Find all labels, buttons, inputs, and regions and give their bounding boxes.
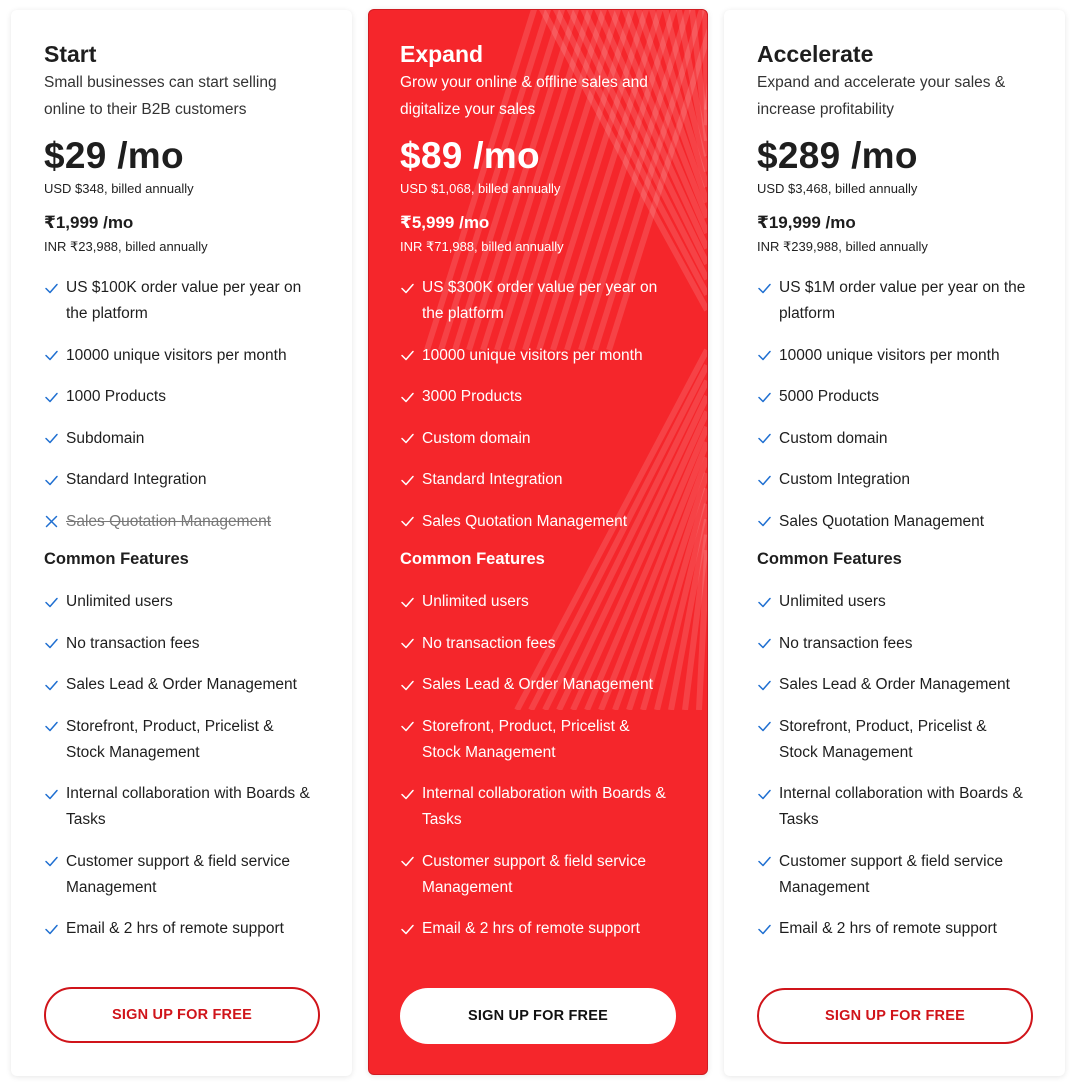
check-icon xyxy=(400,849,422,875)
check-icon xyxy=(757,781,779,807)
feature-text: 10000 unique visitors per month xyxy=(779,346,1000,364)
billed-usd: USD $3,468, billed annually xyxy=(757,181,918,196)
check-icon xyxy=(757,672,779,698)
feature-item xyxy=(44,509,319,535)
check-icon xyxy=(400,589,422,615)
feature-text: Customer support & field service Management xyxy=(422,852,646,896)
plan-name: Start xyxy=(44,41,97,67)
feature-item xyxy=(400,916,674,942)
feature-item xyxy=(757,849,1032,901)
common-features-title: Common Features xyxy=(757,550,902,568)
check-icon xyxy=(757,849,779,875)
check-icon xyxy=(757,467,779,493)
feature-item xyxy=(757,509,1032,535)
feature-text: Sales Lead & Order Management xyxy=(779,676,1010,693)
check-icon xyxy=(44,672,66,698)
plan-name: Expand xyxy=(400,41,484,67)
sign-up-button[interactable]: SIGN UP FOR FREE xyxy=(44,987,320,1043)
feature-item xyxy=(44,916,319,942)
common-feature-list xyxy=(757,589,1032,942)
check-icon xyxy=(44,467,66,493)
feature-text: 10000 unique visitors per month xyxy=(66,346,287,364)
feature-item xyxy=(44,589,319,615)
feature-item xyxy=(400,849,674,901)
cross-icon xyxy=(44,509,66,535)
feature-text: Unlimited users xyxy=(66,593,173,610)
price-usd: $89 /mo xyxy=(400,135,540,176)
feature-item xyxy=(44,849,319,901)
feature-text: Sales Lead & Order Management xyxy=(66,676,297,693)
check-icon xyxy=(44,849,66,875)
feature-item xyxy=(757,343,1032,369)
price-usd: $289 /mo xyxy=(757,135,918,176)
check-icon xyxy=(400,384,422,410)
feature-item xyxy=(400,589,674,615)
feature-text: Sales Quotation Management xyxy=(66,512,272,530)
price-inr: ₹5,999 /mo xyxy=(400,213,490,232)
billed-inr: INR ₹239,988, billed annually xyxy=(757,239,928,254)
feature-text: US $1M order value per year on the platform xyxy=(779,279,1026,322)
feature-text: Sales Quotation Management xyxy=(779,512,985,530)
feature-item xyxy=(400,275,674,327)
feature-item xyxy=(757,589,1032,615)
feature-item xyxy=(757,714,1032,766)
feature-item xyxy=(757,631,1032,657)
feature-item xyxy=(400,781,674,833)
feature-item xyxy=(44,467,319,493)
feature-text: Custom domain xyxy=(779,429,888,447)
feature-text: Sales Quotation Management xyxy=(422,512,628,530)
feature-text: Storefront, Product, Pricelist & Stock Management xyxy=(422,717,630,761)
feature-item xyxy=(757,426,1032,452)
common-feature-list xyxy=(44,589,319,942)
pricing-card-expand xyxy=(368,9,708,1075)
feature-text: Subdomain xyxy=(66,429,145,447)
plan-name: Accelerate xyxy=(757,41,874,67)
feature-item xyxy=(757,672,1032,698)
feature-item xyxy=(400,714,674,766)
billed-usd: USD $348, billed annually xyxy=(44,181,194,196)
feature-text: US $300K order value per year on the platform xyxy=(422,279,658,322)
feature-text: 5000 Products xyxy=(779,388,879,405)
feature-text: Standard Integration xyxy=(66,471,207,488)
check-icon xyxy=(44,589,66,615)
feature-list xyxy=(44,275,319,535)
feature-text: 3000 Products xyxy=(422,388,522,405)
stripe-line xyxy=(685,10,707,710)
feature-text: Email & 2 hrs of remote support xyxy=(779,920,997,937)
common-features-title: Common Features xyxy=(400,550,545,568)
plan-description: Small businesses can start selling online to their B2B customers xyxy=(44,74,277,118)
feature-item xyxy=(757,467,1032,493)
feature-item xyxy=(400,509,674,535)
check-icon xyxy=(44,384,66,410)
feature-item xyxy=(44,384,319,410)
feature-text: Unlimited users xyxy=(779,593,886,610)
feature-text: Storefront, Product, Pricelist & Stock Management xyxy=(66,717,274,761)
common-feature-list xyxy=(400,589,674,942)
feature-text: Unlimited users xyxy=(422,593,529,610)
feature-item xyxy=(44,343,319,369)
check-icon xyxy=(757,916,779,942)
feature-text: No transaction fees xyxy=(779,634,913,652)
feature-item xyxy=(757,384,1032,410)
check-icon xyxy=(400,275,422,301)
price-usd: $29 /mo xyxy=(44,135,184,176)
sign-up-button[interactable]: SIGN UP FOR FREE xyxy=(757,988,1033,1044)
check-icon xyxy=(400,426,422,452)
feature-text: No transaction fees xyxy=(422,634,556,652)
feature-item xyxy=(400,467,674,493)
feature-item xyxy=(757,781,1032,833)
check-icon xyxy=(44,275,66,301)
feature-text: Custom domain xyxy=(422,429,531,447)
feature-text: 10000 unique visitors per month xyxy=(422,346,643,364)
feature-text: Internal collaboration with Boards & Tasks xyxy=(422,785,666,828)
check-icon xyxy=(757,714,779,740)
price-inr: ₹1,999 /mo xyxy=(44,213,134,232)
feature-text: Storefront, Product, Pricelist & Stock Management xyxy=(779,717,987,761)
feature-item xyxy=(44,781,319,833)
feature-item xyxy=(757,275,1032,327)
check-icon xyxy=(757,384,779,410)
feature-text: Standard Integration xyxy=(422,471,563,488)
feature-text: Internal collaboration with Boards & Tasks xyxy=(779,785,1023,828)
check-icon xyxy=(400,714,422,740)
feature-item xyxy=(44,672,319,698)
stripe-line xyxy=(671,10,707,710)
check-icon xyxy=(757,631,779,657)
feature-text: Custom Integration xyxy=(779,471,910,488)
check-icon xyxy=(757,426,779,452)
feature-item xyxy=(44,714,319,766)
check-icon xyxy=(400,781,422,807)
check-icon xyxy=(400,509,422,535)
feature-item xyxy=(757,916,1032,942)
check-icon xyxy=(44,781,66,807)
stripe-line xyxy=(699,10,707,710)
price-inr: ₹19,999 /mo xyxy=(757,213,856,232)
feature-item xyxy=(400,672,674,698)
feature-item xyxy=(44,631,319,657)
feature-list xyxy=(757,275,1032,535)
check-icon xyxy=(44,631,66,657)
feature-text: Customer support & field service Management xyxy=(779,852,1003,896)
check-icon xyxy=(757,509,779,535)
billed-usd: USD $1,068, billed annually xyxy=(400,181,561,196)
plan-description: Expand and accelerate your sales & increase profitability xyxy=(757,74,1006,118)
sign-up-button[interactable]: SIGN UP FOR FREE xyxy=(400,988,676,1044)
check-icon xyxy=(44,426,66,452)
check-icon xyxy=(757,275,779,301)
pricing-card-accelerate xyxy=(724,10,1065,1076)
check-icon xyxy=(757,343,779,369)
feature-text: Sales Lead & Order Management xyxy=(422,676,653,693)
plan-description: Grow your online & offline sales and digitalize your sales xyxy=(400,74,648,118)
check-icon xyxy=(400,343,422,369)
feature-item xyxy=(400,384,674,410)
feature-text: US $100K order value per year on the platform xyxy=(66,279,302,322)
feature-item xyxy=(44,426,319,452)
feature-text: 1000 Products xyxy=(66,388,166,405)
common-features-title: Common Features xyxy=(44,550,189,568)
feature-item xyxy=(400,426,674,452)
check-icon xyxy=(400,467,422,493)
check-icon xyxy=(400,631,422,657)
billed-inr: INR ₹23,988, billed annually xyxy=(44,239,208,254)
billed-inr: INR ₹71,988, billed annually xyxy=(400,239,564,254)
feature-item xyxy=(400,343,674,369)
feature-text: Email & 2 hrs of remote support xyxy=(66,920,284,937)
check-icon xyxy=(44,714,66,740)
feature-text: Customer support & field service Management xyxy=(66,852,290,896)
feature-text: Internal collaboration with Boards & Tasks xyxy=(66,785,310,828)
pricing-card-start xyxy=(11,10,352,1076)
check-icon xyxy=(757,589,779,615)
feature-text: Email & 2 hrs of remote support xyxy=(422,920,640,937)
feature-list xyxy=(400,275,674,535)
feature-item xyxy=(44,275,319,327)
check-icon xyxy=(400,916,422,942)
check-icon xyxy=(44,343,66,369)
check-icon xyxy=(44,916,66,942)
check-icon xyxy=(400,672,422,698)
feature-item xyxy=(400,631,674,657)
feature-text: No transaction fees xyxy=(66,634,200,652)
